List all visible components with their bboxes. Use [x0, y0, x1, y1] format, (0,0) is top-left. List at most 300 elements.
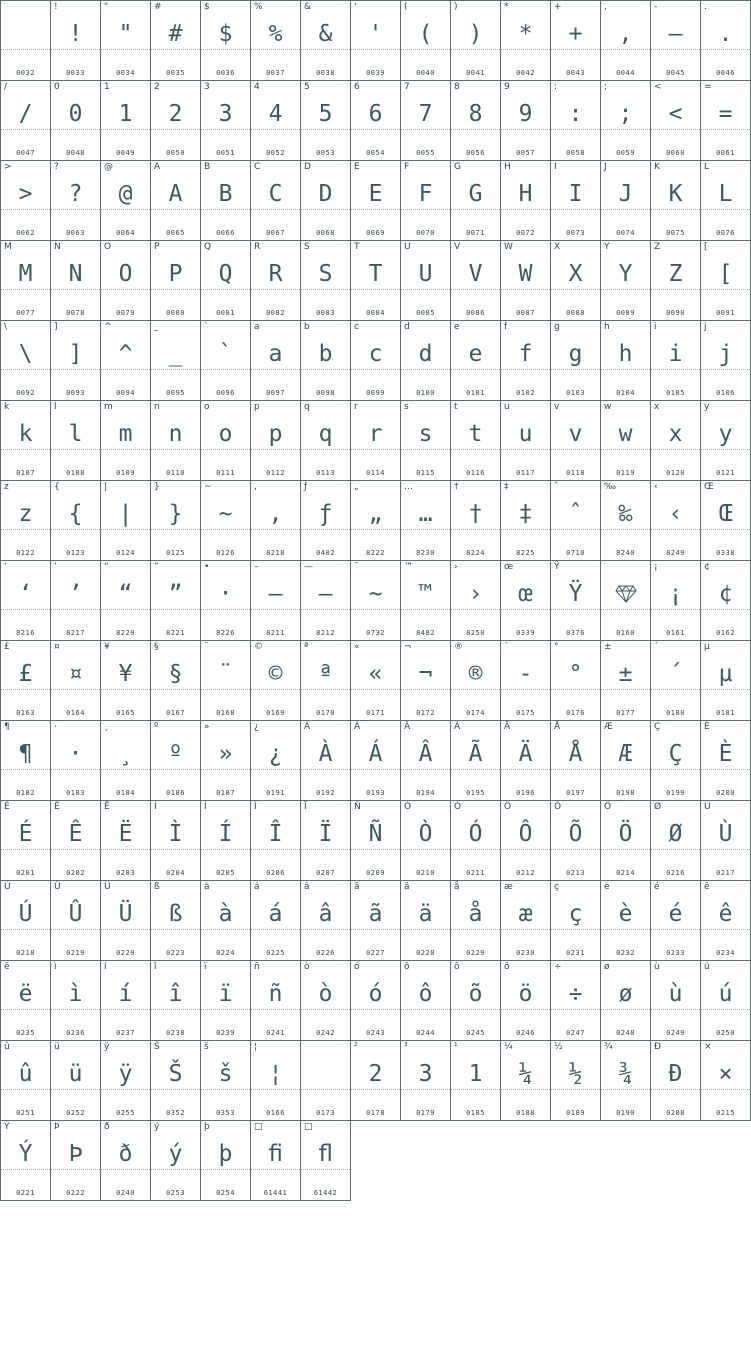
- glyph-sample: É: [18, 821, 33, 847]
- glyph-sample: ]: [68, 341, 83, 367]
- glyph-cell-label: =: [704, 82, 712, 92]
- glyph-sample: À: [318, 741, 333, 767]
- glyph-cell: [1, 801, 51, 881]
- glyph-sample: A: [168, 181, 183, 207]
- glyph-cell: [451, 241, 501, 321]
- char-code: 0050: [166, 149, 185, 157]
- glyph-cell: [101, 561, 151, 641]
- glyph-cell-label: V: [454, 242, 461, 252]
- glyph-cell: [201, 81, 251, 161]
- char-code: 0204: [166, 869, 185, 877]
- glyph-cell: [701, 961, 751, 1041]
- glyph-cell: [651, 1041, 701, 1121]
- glyph-cell-label: §: [154, 642, 159, 652]
- glyph-sample: ¿: [268, 741, 283, 767]
- glyph-cell: [601, 241, 651, 321]
- glyph-cell-label: ó: [354, 962, 360, 972]
- glyph-cell: [251, 881, 301, 961]
- glyph-cell: [201, 481, 251, 561]
- char-code: 0090: [666, 309, 685, 317]
- glyph-cell-label: _: [154, 322, 159, 332]
- glyph-sample: ú: [718, 981, 733, 1007]
- glyph-cell: [51, 641, 101, 721]
- glyph-sample: ñ: [268, 981, 283, 1007]
- glyph-cell: [501, 161, 551, 241]
- glyph-sample: è: [618, 901, 633, 927]
- glyph-sample: V: [468, 261, 483, 287]
- glyph-sample: |: [118, 501, 133, 527]
- char-code: 0074: [616, 229, 635, 237]
- glyph-sample: ©: [268, 661, 283, 687]
- char-code: 0178: [366, 1109, 385, 1117]
- glyph-cell: [401, 881, 451, 961]
- glyph-sample: S: [318, 261, 333, 287]
- glyph-cell: [101, 801, 151, 881]
- glyph-sample: å: [468, 901, 483, 927]
- glyph-cell-label: m: [104, 402, 113, 412]
- glyph-cell: [1, 561, 51, 641]
- glyph-sample: š: [218, 1061, 233, 1087]
- char-code: 0163: [16, 709, 35, 717]
- glyph-cell-label: E: [354, 162, 360, 172]
- char-code: 0240: [116, 1189, 135, 1197]
- glyph-cell: [351, 801, 401, 881]
- glyph-sample: Ð: [668, 1061, 683, 1087]
- glyph-cell-label: ’: [54, 562, 57, 572]
- char-code: 0339: [516, 629, 535, 637]
- char-code: 0172: [416, 709, 435, 717]
- glyph-cell: [701, 561, 751, 641]
- glyph-cell-label: ‡: [504, 482, 509, 492]
- glyph-sample: ¨: [218, 661, 233, 687]
- glyph-sample: 7: [418, 101, 433, 127]
- glyph-sample: ›: [468, 581, 483, 607]
- glyph-sample: æ: [518, 901, 533, 927]
- char-code: 0241: [266, 1029, 285, 1037]
- glyph-sample: h: [618, 341, 633, 367]
- glyph-cell: [151, 481, 201, 561]
- glyph-sample: ò: [318, 981, 333, 1007]
- glyph-cell: [451, 321, 501, 401]
- char-code: 0190: [616, 1109, 635, 1117]
- char-code: 0038: [316, 69, 335, 77]
- char-code: 0109: [116, 469, 135, 477]
- glyph-cell: [201, 321, 251, 401]
- glyph-cell-label: ÿ: [104, 1042, 110, 1052]
- glyph-sample: .: [718, 21, 733, 47]
- char-code: 0053: [316, 149, 335, 157]
- glyph-cell: [1, 81, 51, 161]
- glyph-cell: [201, 561, 251, 641]
- glyph-sample: Â: [418, 741, 433, 767]
- glyph-cell: [551, 641, 601, 721]
- glyph-cell-label: W: [504, 242, 513, 252]
- glyph-sample: T: [368, 261, 383, 287]
- glyph-cell-label: ': [354, 2, 357, 12]
- glyph-sample: =: [718, 101, 733, 127]
- glyph-sample: 3: [418, 1061, 433, 1087]
- glyph-sample: ó: [368, 981, 383, 1007]
- glyph-cell-label: [: [704, 242, 708, 252]
- glyph-sample: !: [68, 21, 83, 47]
- glyph-cell-label: |: [104, 482, 108, 492]
- char-code: 0118: [566, 469, 585, 477]
- glyph-cell: [351, 641, 401, 721]
- glyph-cell-label: e: [454, 322, 460, 332]
- glyph-cell-label: K: [654, 162, 660, 172]
- char-code: 0169: [266, 709, 285, 717]
- glyph-cell: [601, 481, 651, 561]
- char-code: 0062: [16, 229, 35, 237]
- glyph-cell: [351, 321, 401, 401]
- glyph-cell-label: J: [604, 162, 607, 172]
- glyph-cell-label: ¯: [504, 642, 509, 652]
- glyph-cell-label: 6: [354, 82, 360, 92]
- char-code: 0068: [316, 229, 335, 237]
- char-code: 0070: [416, 229, 435, 237]
- glyph-sample: W: [518, 261, 533, 287]
- char-code: 0180: [666, 709, 685, 717]
- glyph-cell: [51, 1041, 101, 1121]
- glyph-cell-label: ª: [304, 642, 309, 652]
- glyph-cell-label: ý: [154, 1122, 160, 1132]
- glyph-sample: d: [418, 341, 433, 367]
- glyph-sample: ): [468, 21, 483, 47]
- char-code: 0035: [166, 69, 185, 77]
- glyph-cell-label: ©: [254, 642, 263, 652]
- glyph-cell-label: í: [104, 962, 107, 972]
- char-code: 0247: [566, 1029, 585, 1037]
- glyph-cell-label: ú: [704, 962, 710, 972]
- glyph-cell-label: ë: [4, 962, 10, 972]
- glyph-sample: Ô: [518, 821, 533, 847]
- glyph-cell: [51, 561, 101, 641]
- char-code: 0042: [516, 69, 535, 77]
- glyph-sample: –: [668, 21, 683, 47]
- glyph-sample: ¡: [668, 581, 683, 607]
- glyph-cell: [651, 401, 701, 481]
- glyph-cell-label: “: [104, 562, 109, 572]
- char-code: 0194: [416, 789, 435, 797]
- glyph-cell: [251, 401, 301, 481]
- glyph-cell-label: T: [354, 242, 360, 252]
- glyph-cell: [401, 1041, 451, 1121]
- glyph-cell: [251, 81, 301, 161]
- glyph-cell-label: ¤: [54, 642, 60, 652]
- glyph-cell-label: 9: [504, 82, 510, 92]
- char-code: 0064: [116, 229, 135, 237]
- glyph-sample: r: [368, 421, 383, 447]
- char-code: 0040: [416, 69, 435, 77]
- glyph-cell-label: $: [204, 2, 210, 12]
- glyph-cell-label: Ð: [654, 1042, 661, 1052]
- glyph-cell-label: Î: [254, 802, 257, 812]
- char-code: 0111: [216, 469, 235, 477]
- glyph-sample: Ü: [118, 901, 133, 927]
- glyph-cell-label: è: [604, 882, 610, 892]
- glyph-sample: f: [518, 341, 533, 367]
- glyph-cell: [151, 241, 201, 321]
- glyph-cell: [351, 721, 401, 801]
- glyph-cell: [501, 1, 551, 81]
- glyph-cell-label: Y: [604, 242, 610, 252]
- glyph-cell-label: î: [154, 962, 157, 972]
- char-code: 0049: [116, 149, 135, 157]
- glyph-cell-label: ‚: [254, 482, 257, 492]
- glyph-sample: 9: [518, 101, 533, 127]
- glyph-cell-label: A: [154, 162, 161, 172]
- glyph-cell-label: ˆ: [554, 482, 559, 492]
- glyph-sample: ì: [68, 981, 83, 1007]
- glyph-sample: 4: [268, 101, 283, 127]
- char-code: 0073: [566, 229, 585, 237]
- glyph-sample: p: [268, 421, 283, 447]
- glyph-sample: Ö: [618, 821, 633, 847]
- glyph-cell: [51, 321, 101, 401]
- char-code: 0081: [216, 309, 235, 317]
- glyph-sample: G: [468, 181, 483, 207]
- glyph-cell: [601, 321, 651, 401]
- glyph-cell-label: N: [54, 242, 61, 252]
- glyph-cell-label: -: [654, 2, 658, 12]
- glyph-cell: [451, 561, 501, 641]
- char-code: 0205: [216, 869, 235, 877]
- glyph-sample: b: [318, 341, 333, 367]
- glyph-sample: ï: [218, 981, 233, 1007]
- char-code: 0096: [216, 389, 235, 397]
- char-code: 0055: [416, 149, 435, 157]
- glyph-cell-label: ð: [104, 1122, 110, 1132]
- glyph-cell-label: ä: [404, 882, 410, 892]
- glyph-sample: ¥: [118, 661, 133, 687]
- glyph-sample: ~: [368, 581, 383, 607]
- glyph-sample: Å: [568, 741, 583, 767]
- char-code: 61441: [263, 1189, 288, 1197]
- diamond-icon: [601, 578, 650, 603]
- glyph-sample: -: [518, 661, 533, 687]
- glyph-sample: Ç: [668, 741, 683, 767]
- glyph-sample: Þ: [68, 1141, 83, 1167]
- glyph-sample: ;: [618, 101, 633, 127]
- char-code: 0044: [616, 69, 635, 77]
- glyph-cell-label: ‘: [4, 562, 7, 572]
- glyph-sample: &: [318, 21, 333, 47]
- glyph-cell-label: ù: [654, 962, 660, 972]
- char-code: 0077: [16, 309, 35, 317]
- glyph-sample: ·: [218, 581, 233, 607]
- glyph-cell: [701, 241, 751, 321]
- glyph-cell: [451, 481, 501, 561]
- glyph-cell: [101, 161, 151, 241]
- glyph-sample: ê: [718, 901, 733, 927]
- glyph-cell-label: H: [504, 162, 511, 172]
- glyph-sample: y: [718, 421, 733, 447]
- glyph-cell: [1, 881, 51, 961]
- glyph-cell-label: ‰: [604, 482, 617, 492]
- glyph-cell-label: »: [204, 722, 210, 732]
- glyph-cell-label: `: [204, 322, 209, 332]
- glyph-cell-label: ç: [554, 882, 559, 892]
- char-code: 0059: [616, 149, 635, 157]
- glyph-cell-label: Ë: [104, 802, 110, 812]
- glyph-cell-label: é: [654, 882, 660, 892]
- glyph-cell: [601, 161, 651, 241]
- char-code: 0353: [216, 1109, 235, 1117]
- glyph-cell-label: O: [104, 242, 112, 252]
- glyph-cell-label: Ã: [454, 722, 461, 732]
- glyph-sample: 1: [118, 101, 133, 127]
- glyph-sample: +: [568, 21, 583, 47]
- glyph-sample: £: [18, 661, 33, 687]
- char-code: 0243: [366, 1029, 385, 1037]
- glyph-cell: [351, 81, 401, 161]
- glyph-cell: [651, 81, 701, 161]
- char-code: 0075: [666, 229, 685, 237]
- char-code: 0121: [716, 469, 735, 477]
- glyph-sample: J: [618, 181, 633, 207]
- glyph-sample: Ø: [668, 821, 683, 847]
- glyph-cell: [51, 161, 101, 241]
- glyph-cell-label: u: [504, 402, 510, 412]
- glyph-cell: [551, 881, 601, 961]
- glyph-cell-label: å: [454, 882, 460, 892]
- glyph-cell: [701, 401, 751, 481]
- char-code: 0376: [566, 629, 585, 637]
- glyph-sample: ¸: [118, 741, 133, 767]
- glyph-cell: [501, 401, 551, 481]
- glyph-cell-label: Í: [204, 802, 207, 812]
- glyph-cell-label: ‹: [654, 482, 658, 492]
- glyph-cell: [351, 1, 401, 81]
- glyph-cell: [701, 321, 751, 401]
- glyph-sample: k: [18, 421, 33, 447]
- glyph-cell-label: 5: [304, 82, 310, 92]
- char-code: 0208: [666, 1109, 685, 1117]
- char-code: 0202: [66, 869, 85, 877]
- glyph-sample: >: [18, 181, 33, 207]
- glyph-cell: [601, 641, 651, 721]
- char-code: 0091: [716, 309, 735, 317]
- glyph-cell-label: º: [154, 722, 159, 732]
- char-code: 0402: [316, 549, 335, 557]
- glyph-cell: [551, 241, 601, 321]
- glyph-cell: [501, 961, 551, 1041]
- glyph-sample: R: [268, 261, 283, 287]
- glyph-cell-label: ø: [604, 962, 610, 972]
- char-code: 0032: [16, 69, 35, 77]
- glyph-cell: [201, 161, 251, 241]
- glyph-cell-label: 1: [104, 82, 110, 92]
- glyph-cell-label: ö: [504, 962, 510, 972]
- char-code: 0099: [366, 389, 385, 397]
- glyph-cell-label: °: [554, 642, 559, 652]
- glyph-cell-label: Ç: [654, 722, 661, 732]
- glyph-cell: [651, 801, 701, 881]
- glyph-cell: [101, 641, 151, 721]
- char-code: 0195: [466, 789, 485, 797]
- glyph-cell-label: 4: [254, 82, 260, 92]
- char-code: 0167: [166, 709, 185, 717]
- glyph-cell: [451, 161, 501, 241]
- char-code: 0246: [516, 1029, 535, 1037]
- glyph-cell-label: b: [304, 322, 310, 332]
- glyph-sample: 3: [218, 101, 233, 127]
- glyph-sample: þ: [218, 1141, 233, 1167]
- glyph-cell-label: 7: [404, 82, 410, 92]
- glyph-cell-label: r: [354, 402, 358, 412]
- glyph-cell-label: Þ: [54, 1122, 60, 1132]
- glyph-sample: ƒ: [318, 501, 333, 527]
- glyph-cell-label: d: [404, 322, 410, 332]
- glyph-cell: [651, 241, 701, 321]
- glyph-sample: ·: [68, 741, 83, 767]
- glyph-cell: [651, 961, 701, 1041]
- char-code: 0092: [16, 389, 35, 397]
- glyph-cell: [251, 321, 301, 401]
- char-code: 0076: [716, 229, 735, 237]
- glyph-cell: [251, 641, 301, 721]
- glyph-sample: Á: [368, 741, 383, 767]
- char-code: 8482: [416, 629, 435, 637]
- glyph-cell: [451, 721, 501, 801]
- glyph-sample: Ñ: [368, 821, 383, 847]
- glyph-cell-label: £: [4, 642, 10, 652]
- char-code: 0119: [616, 469, 635, 477]
- char-code: 0181: [716, 709, 735, 717]
- glyph-cell: [151, 881, 201, 961]
- char-code: 0218: [16, 949, 35, 957]
- glyph-cell-label: ã: [354, 882, 360, 892]
- glyph-cell-label: „: [354, 482, 359, 492]
- glyph-cell-label: □: [254, 1122, 263, 1132]
- glyph-cell: [551, 321, 601, 401]
- glyph-sample: Û: [68, 901, 83, 927]
- char-code: 0061: [716, 149, 735, 157]
- glyph-sample: õ: [468, 981, 483, 1007]
- char-code: 0216: [666, 869, 685, 877]
- glyph-cell-label: ]: [54, 322, 58, 332]
- glyph-cell-label: }: [154, 482, 160, 492]
- glyph-cell: [701, 641, 751, 721]
- char-code: 0199: [666, 789, 685, 797]
- glyph-sample: º: [168, 741, 183, 767]
- glyph-sample: ¼: [518, 1061, 533, 1087]
- char-code: 0219: [66, 949, 85, 957]
- glyph-cell: [551, 561, 601, 641]
- glyph-cell-label: ): [454, 2, 458, 12]
- glyph-cell-label: f: [504, 322, 508, 332]
- glyph-cell: [51, 801, 101, 881]
- glyph-cell: [351, 1041, 401, 1121]
- char-code: 0088: [566, 309, 585, 317]
- glyph-sample: 5: [318, 101, 333, 127]
- glyph-cell-label: c: [354, 322, 359, 332]
- char-code: 0236: [66, 1029, 85, 1037]
- glyph-cell: [551, 1041, 601, 1121]
- glyph-sample: ,: [618, 21, 633, 47]
- glyph-sample: ˆ: [568, 501, 583, 527]
- glyph-cell: [401, 401, 451, 481]
- glyph-sample: ‹: [668, 501, 683, 527]
- glyph-cell-label: Š: [154, 1042, 160, 1052]
- glyph-cell-label: w: [604, 402, 612, 412]
- char-code: 0221: [16, 1189, 35, 1197]
- glyph-cell-label: ³: [404, 1042, 408, 1052]
- char-code: 0054: [366, 149, 385, 157]
- baseline-guide: [1, 49, 50, 50]
- char-code: 0338: [716, 549, 735, 557]
- glyph-cell: [301, 801, 351, 881]
